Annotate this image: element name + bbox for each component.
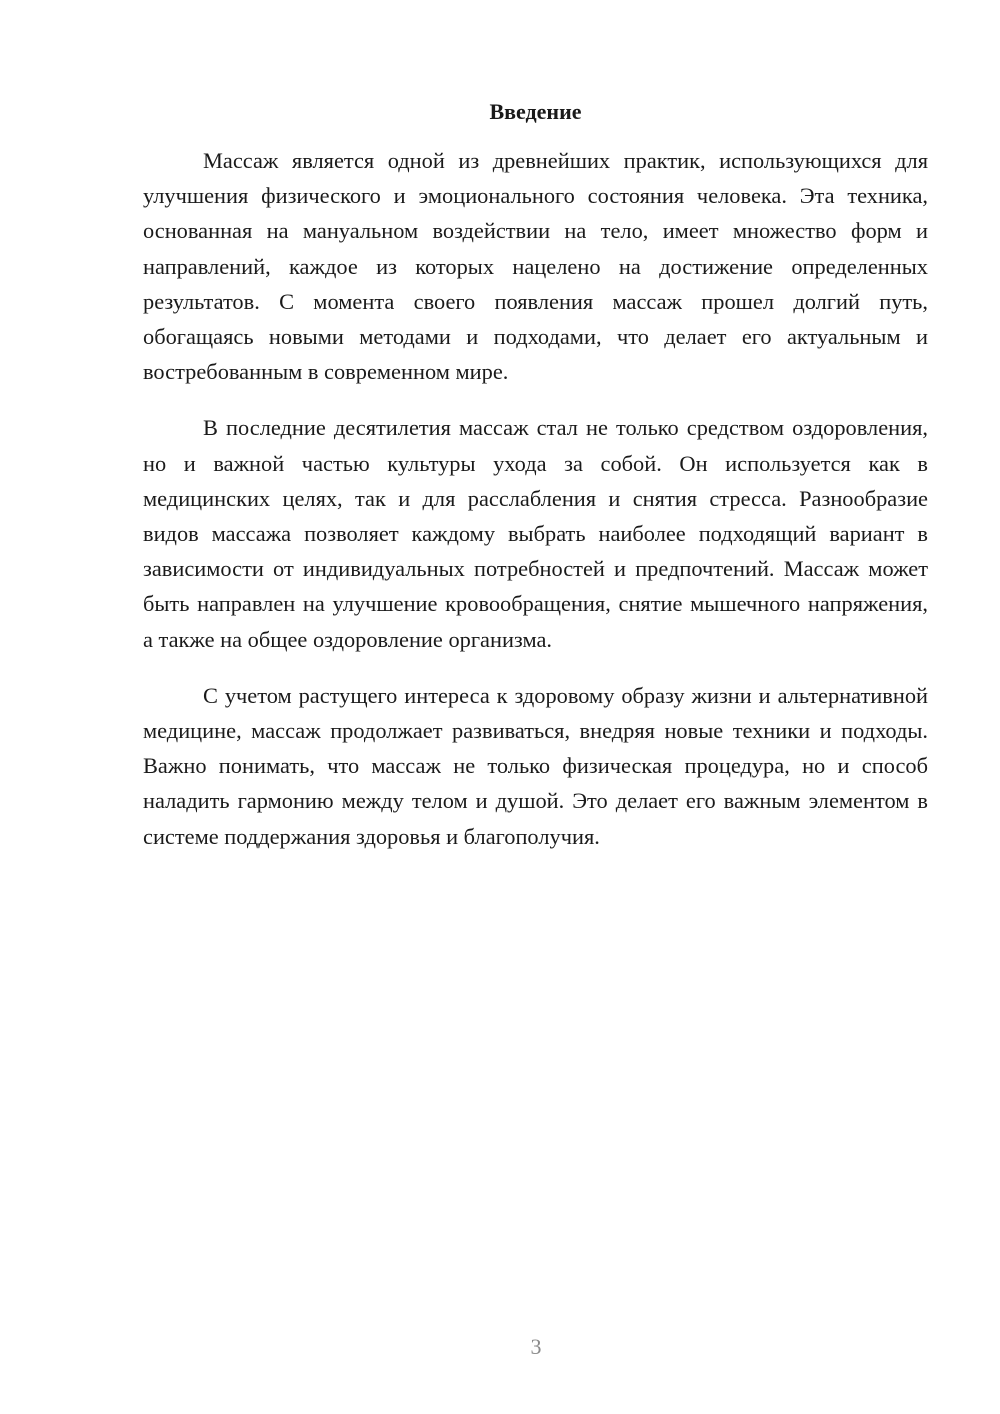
document-body (143, 143, 928, 875)
paragraph-1: Массаж является одной из древнейших практик, использующихся для улучшения физического и эмоционального состояния человека. Эта техника, основанная на мануальном воздействии на тело, имеет множество форм и направлений, каждое из которых нацелено на достижение определенных результатов. С момента своего появления массаж прошел долгий путь, обогащаясь новыми методами и подходами, что делает его актуальным и востребованным в современном мире. (143, 148, 928, 385)
page-title: Введение (489, 99, 582, 124)
paragraph-3: С учетом растущего интереса к здоровому образу жизни и альтернативной медицине, массаж продолжает развиваться, внедряя новые техники и подходы. Важно понимать, что массаж не только физическая процедура, но и способ наладить гармонию между телом и душой. Это делает его важным элементом в системе поддержания здоровья и благополучия. (143, 682, 928, 849)
paragraph-2: В последние десятилетия массаж стал не только средством оздоровления, но и важной частью культуры ухода за собой. Он используется как в медицинских целях, так и для расслабления и снятия стресса. Разнообразие видов массажа позволяет каждому выбрать наиболее подходящий вариант в зависимости от индивидуальных потребностей и предпочтений. Массаж может быть направлен на улучшение кровообращения, снятие мышечного напряжения, а также на общее оздоровление организма. (143, 415, 928, 652)
page-number: 3 (530, 1334, 542, 1359)
